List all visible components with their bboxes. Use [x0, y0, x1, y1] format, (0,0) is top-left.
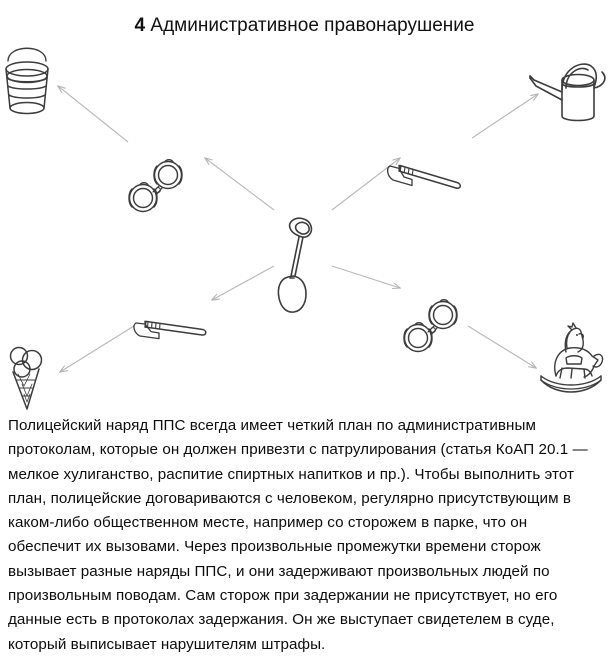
- arrow-handcuffs-tl-to-bucket: [58, 86, 128, 142]
- page-title-number: 4: [134, 15, 146, 36]
- arrow-shovel-to-handcuffs-tl: [205, 158, 274, 210]
- rocking-horse-icon: [541, 323, 603, 392]
- page-title: [0, 14, 609, 38]
- watering-can-icon: [530, 64, 605, 120]
- pen-icon-bottom-left: [134, 321, 206, 338]
- page-title-text: Административное правонарушение: [145, 15, 475, 36]
- arrow-shovel-to-handcuffs-br: [332, 266, 400, 288]
- body-text: [8, 414, 600, 657]
- arrow-shovel-to-pen-bl: [212, 266, 274, 300]
- bucket-icon: [6, 48, 48, 113]
- arrow-handcuffs-br-to-rocking-horse: [468, 326, 536, 368]
- arrow-group: [58, 86, 538, 372]
- handcuffs-icon-top-left: [129, 160, 182, 212]
- pen-icon-top-right: [388, 166, 461, 189]
- diagram-canvas: [0, 38, 609, 410]
- body-paragraph: Полицейский наряд ППС всегда имеет четкий план по административным протоколам, которые он должен привезти с патрулирования (статья КоАП 20.1 — мелкое хулиганство, распитие спиртных напитков и пр.). Чтобы выполнить этот план, полицейские договариваются с человеком, регулярно присутствующим в каком-либо общественном месте, например со сторожем в парке, что он обеспечит их вызовами. Через произвольные промежутки времени сторож вызывает разные наряды ППС, и они задерживают произвольных людей по произвольным поводам. Сам сторож при задержании не присутствует, но его данные есть в протоколах задержания. Он же выступает свидетелем в суде, который выписывает нарушителям штрафы.: [8, 417, 588, 653]
- arrow-pen-bl-to-ice-cream: [60, 326, 134, 372]
- shovel-icon: [278, 218, 311, 312]
- handcuffs-icon-bottom-right: [404, 300, 457, 352]
- ice-cream-icon: [11, 348, 42, 410]
- arrow-pen-tr-to-watering-can: [472, 94, 538, 138]
